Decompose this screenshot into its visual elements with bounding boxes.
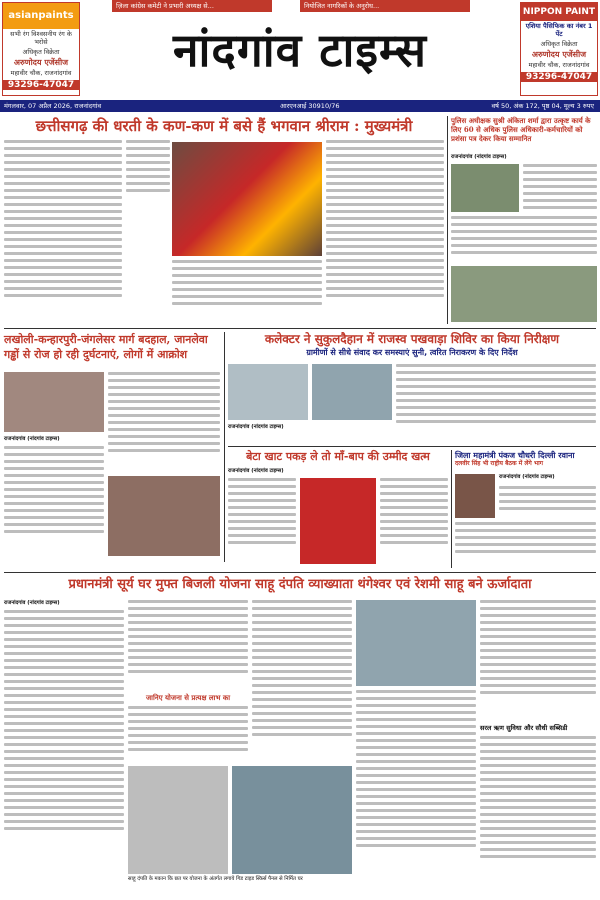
solar-headline[interactable]: प्रधानमंत्री सूर्य घर मुफ्त बिजली योजना साहू दंपति व्याख्याता थंगेश्वर एवं रेशमी साहू बने ऊर्जादाता — [68, 577, 532, 592]
son-body-1 — [228, 478, 296, 564]
collector-photo-2[interactable] — [312, 364, 392, 420]
son-body-2 — [380, 478, 448, 564]
road-headline[interactable]: लखोली-कन्हारपुरी-जंगलेसर मार्ग बदहाल, जानलेवा गड्ढों से रोज हो रही दुर्घटनाएं, लोगों में आक्रोश — [4, 333, 208, 361]
collector-credit: राजनांदगांव (नांदगांव टाइम्स) — [228, 424, 284, 430]
nippon-paint-logo: NIPPON PAINT — [521, 3, 597, 21]
delhi-subhead: दलवीर सिंह भी राष्ट्रीय बैठक में लेंगे भाग — [455, 460, 544, 467]
ad-dealer-label: अधिकृत विक्रेता — [540, 40, 578, 48]
son-photo[interactable] — [300, 478, 376, 564]
collector-subhead: ग्रामीणों से सीधे संवाद कर समस्याएं सुनी, त्वरित निराकरण के दिए निर्देश — [306, 348, 518, 357]
collector-photo-1[interactable] — [228, 364, 308, 420]
lead-body-col2 — [126, 140, 170, 322]
teaser-left[interactable]: ज़िला कांग्रेस कमेटी ने प्रभारी अध्यक्ष से... — [112, 0, 272, 12]
solar-sidebar-title: सरल ऋण सुविधा और सौधी सब्सिडी — [480, 724, 568, 732]
solar-sidebar-body — [480, 736, 596, 890]
section-divider — [228, 446, 596, 447]
lead-headline[interactable]: छत्तीसगढ़ की धरती के कण-कण में बसे हैं भगवान श्रीराम : मुख्यमंत्री — [35, 117, 413, 135]
ad-address: महावीर चौक, राजनांदगांव — [10, 69, 72, 77]
police-body-1 — [523, 164, 597, 212]
teaser-right[interactable]: नियोजित नागरिकों के अनुरोध... — [300, 0, 470, 12]
solar-box-body — [128, 706, 248, 762]
police-credit: राजनांदगांव (नांदगांव टाइम्स) — [451, 154, 507, 160]
solar-caption: साहू दंपति के मकान कि छत पर योजना के अंतर्गत लगाये गिड टाइड स्किर्स पैनल से निर्मित घर — [128, 876, 303, 882]
road-story — [4, 332, 220, 562]
section-divider — [4, 572, 596, 573]
ad-tagline: सभी रंग विश्वसनीय रंग के भरोसे — [10, 30, 72, 46]
solar-body-col2 — [128, 600, 248, 690]
solar-credit: राजनांदगांव (नांदगांव टाइम्स) — [4, 600, 60, 606]
solar-box-label: जानिए योजना से प्रत्यक्ष लाभ का — [145, 694, 231, 702]
solar-photo-couple[interactable] — [128, 766, 228, 874]
ad-phone: 93296-47047 — [521, 72, 597, 82]
son-credit: राजनांदगांव (नांदगांव टाइम्स) — [228, 468, 284, 474]
lead-body-col1 — [4, 140, 122, 322]
solar-photo-rooftop[interactable] — [356, 600, 476, 686]
masthead — [0, 0, 600, 100]
police-photo-1[interactable] — [451, 164, 519, 212]
road-body-2 — [4, 446, 104, 556]
solar-body-col5 — [480, 600, 596, 720]
police-body-2 — [451, 216, 597, 260]
police-group-photo[interactable] — [451, 266, 597, 322]
collector-story — [228, 332, 596, 442]
road-photo-2[interactable] — [108, 476, 220, 556]
lead-story — [4, 116, 444, 324]
road-credit: राजनांदगांव (नांदगांव टाइम्स) — [4, 436, 60, 442]
registration-number: आरएनआई 30910/76 — [280, 102, 340, 110]
delhi-story — [455, 450, 596, 568]
delhi-headline[interactable]: जिला महामंत्री पंकज चौधरी दिल्ली रवाना — [455, 450, 575, 460]
son-story — [228, 450, 448, 568]
lead-body-below-photo — [172, 260, 322, 322]
ad-tagline: एशिया पैसिफिक का नंबर 1 पेंट — [525, 22, 593, 38]
issue-date: मंगलवार, 07 अप्रैल 2026, राजनांदगांव — [4, 102, 102, 110]
column-divider — [447, 116, 448, 324]
police-headline[interactable]: पुलिस अधीक्षक सुश्री अंकिता शर्मा द्वारा उत्कृष्ट कार्य के लिए 60 से अधिक पुलिस अधिकारी-कर्मचारियों को प्रशंसा पत्र देकर किया सम्मानित — [451, 116, 591, 143]
dateline-bar — [0, 100, 600, 112]
solar-body-col1 — [4, 610, 124, 890]
ad-dealer: अरुणोदय एजेंसीज — [13, 58, 69, 67]
ad-address: महावीर चौक, राजनांदगांव — [528, 61, 590, 69]
police-story — [451, 116, 597, 326]
road-body-1 — [108, 372, 220, 472]
column-divider — [224, 332, 225, 562]
asianpaints-ad[interactable] — [2, 2, 80, 96]
nippon-paint-ad[interactable] — [520, 2, 598, 96]
solar-photo-panels[interactable] — [232, 766, 352, 874]
ad-phone: 93296-47047 — [3, 80, 79, 90]
section-divider — [4, 328, 596, 329]
solar-body-col4 — [356, 690, 476, 890]
road-photo-1[interactable] — [4, 372, 104, 432]
son-headline[interactable]: बेटा खाट पकड़ ले तो माँ-बाप की उम्मीद खत्म — [246, 450, 430, 463]
lead-body-col4 — [326, 140, 444, 322]
solar-body-col3 — [252, 600, 352, 762]
ad-dealer-label: अधिकृत विक्रेता — [22, 48, 60, 56]
collector-headline[interactable]: कलेक्टर ने सुकुलदैहान में राजस्व पखवाड़ा शिविर का किया निरीक्षण — [264, 332, 560, 346]
delhi-photo[interactable] — [455, 474, 495, 518]
delhi-credit: राजनांदगांव (नांदगांव टाइम्स) — [499, 474, 555, 480]
ad-dealer: अरुणोदय एजेंसीज — [531, 50, 587, 59]
delhi-body-1 — [499, 486, 596, 518]
column-divider — [451, 450, 452, 568]
collector-body — [396, 364, 596, 440]
delhi-body-2 — [455, 522, 596, 566]
issue-info: वर्ष 50, अंक 172, पृष्ठ 04, मूल्य 3 रुपए — [491, 102, 594, 110]
asianpaints-logo: asianpaints — [3, 3, 79, 29]
solar-story — [4, 576, 596, 896]
newspaper-title: नांदगांव टाइम्स — [172, 23, 427, 77]
lead-photo-chief-minister[interactable] — [172, 142, 322, 256]
